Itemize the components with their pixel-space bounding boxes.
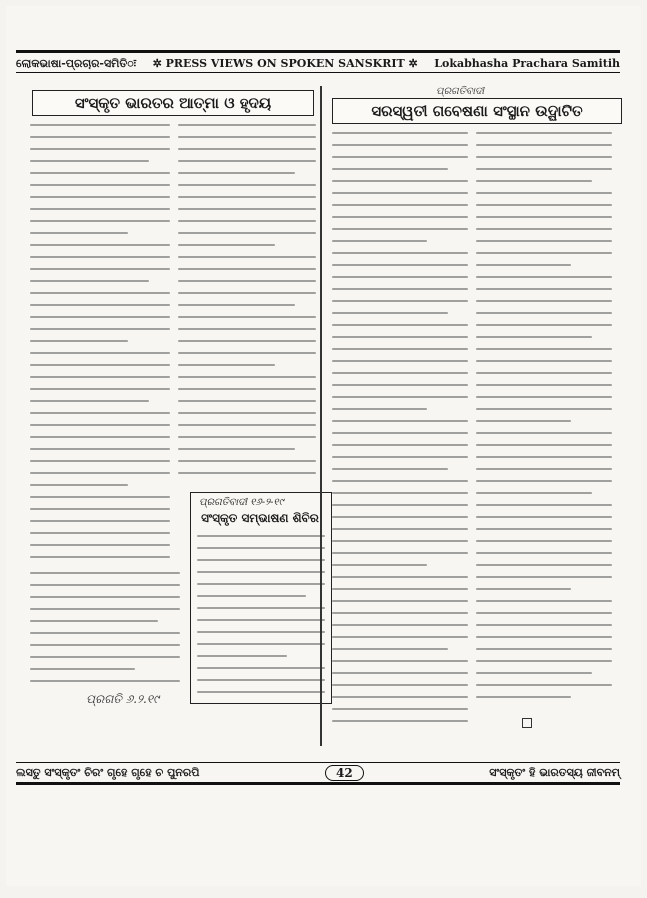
header-right: Lokabhasha Prachara Samitih: [434, 56, 620, 70]
right-article-source-note: ପ୍ରଗତିବାଦୀ: [436, 86, 485, 97]
left-article-body-col2: [178, 124, 316, 486]
footer-left-motto: ଲସତୁ ସଂସ୍କୃତଂ ଚିରଂ ଗୃହେ ଗୃହେ ଚ ପୁନରପି: [16, 766, 200, 779]
column-divider: [320, 86, 322, 746]
header-left: ଲୋକଭାଷା-ପ୍ରଚାର-ସମିତିः: [16, 56, 136, 70]
left-article-body-col1: [30, 124, 170, 564]
right-article-title: ସରସ୍ୱତୀ ଗବେଷଣା ସଂସ୍ଥାନ ଉଦ୍ଘାଟିତ: [332, 98, 622, 124]
running-header: [16, 55, 620, 71]
running-footer: [16, 765, 620, 781]
left-article: [22, 80, 318, 745]
header-center: ✲ PRESS VIEWS ON SPOKEN SANSKRIT ✲: [152, 56, 418, 70]
footer-right-motto: ସଂସ୍କୃତଂ ହି ଭାରତସ୍ୟ ଜୀବନମ୍: [489, 766, 620, 779]
document-page: [6, 6, 641, 886]
page-number: 42: [325, 765, 364, 781]
header-rule-bottom: [16, 72, 620, 73]
right-article-body-col2: [476, 132, 612, 722]
handwritten-signature: ପ୍ରଗତି ୬.୨.୧୯: [86, 692, 160, 706]
inset-article-body: [197, 535, 325, 699]
right-article: [326, 86, 616, 742]
inset-article: [190, 492, 332, 704]
right-article-body-col1: [332, 132, 468, 722]
article-end-mark: [522, 718, 532, 728]
footer-rule-top: [16, 762, 620, 763]
header-rule-top: [16, 50, 620, 53]
left-article-title: ସଂସ୍କୃତ ଭାରତର ଆତ୍ମା ଓ ହୃଦୟ: [32, 90, 314, 116]
footer-rule-bottom: [16, 782, 620, 785]
left-article-body-tail: [30, 572, 180, 692]
inset-article-title: ସଂସ୍କୃତ ସମ୍ଭାଷଣ ଶିବିର: [201, 511, 319, 525]
inset-article-date: ପ୍ରଗତିବାଦୀ ୧୬-୨-୧୯: [199, 497, 284, 508]
